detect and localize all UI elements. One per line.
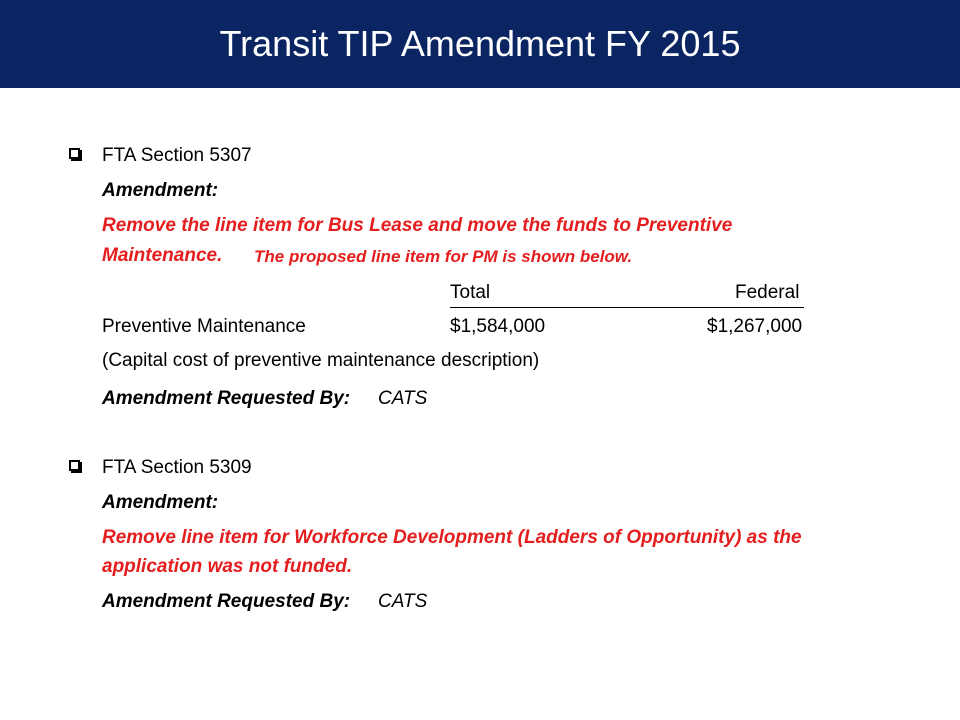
line-item-note: (Capital cost of preventive maintenance description): [102, 350, 540, 371]
requested-by-value: CATS: [378, 591, 428, 612]
amendment-description-line2b: The proposed line item for PM is shown below.: [254, 247, 633, 266]
line-item-federal: $1,267,000: [707, 316, 803, 337]
line-item-total: $1,584,000: [450, 316, 546, 337]
requested-by-label: Amendment Requested By:: [102, 388, 351, 409]
column-header-federal: Federal: [735, 282, 800, 303]
requested-by-label: Amendment Requested By:: [102, 591, 351, 612]
requested-by-value: CATS: [378, 388, 428, 409]
section-heading: FTA Section 5307: [102, 145, 252, 166]
amendment-label: Amendment:: [102, 180, 219, 201]
section-heading: FTA Section 5309: [102, 457, 252, 478]
slide-title: Transit TIP Amendment FY 2015: [219, 23, 741, 64]
line-item-name: Preventive Maintenance: [102, 316, 306, 337]
checkbox-bullet-icon: [69, 460, 80, 471]
amendment-label: Amendment:: [102, 492, 219, 513]
amendment-description-line1: Remove the line item for Bus Lease and move the funds to Preventive: [102, 215, 733, 236]
amendment-description-line1: Remove line item for Workforce Development (Ladders of Opportunity) as the: [102, 527, 802, 548]
checkbox-bullet-icon: [69, 148, 80, 159]
column-header-total: Total: [450, 282, 491, 303]
amendment-description-line2a: Maintenance.: [102, 245, 223, 266]
amendment-description-line2: application was not funded.: [102, 556, 353, 577]
